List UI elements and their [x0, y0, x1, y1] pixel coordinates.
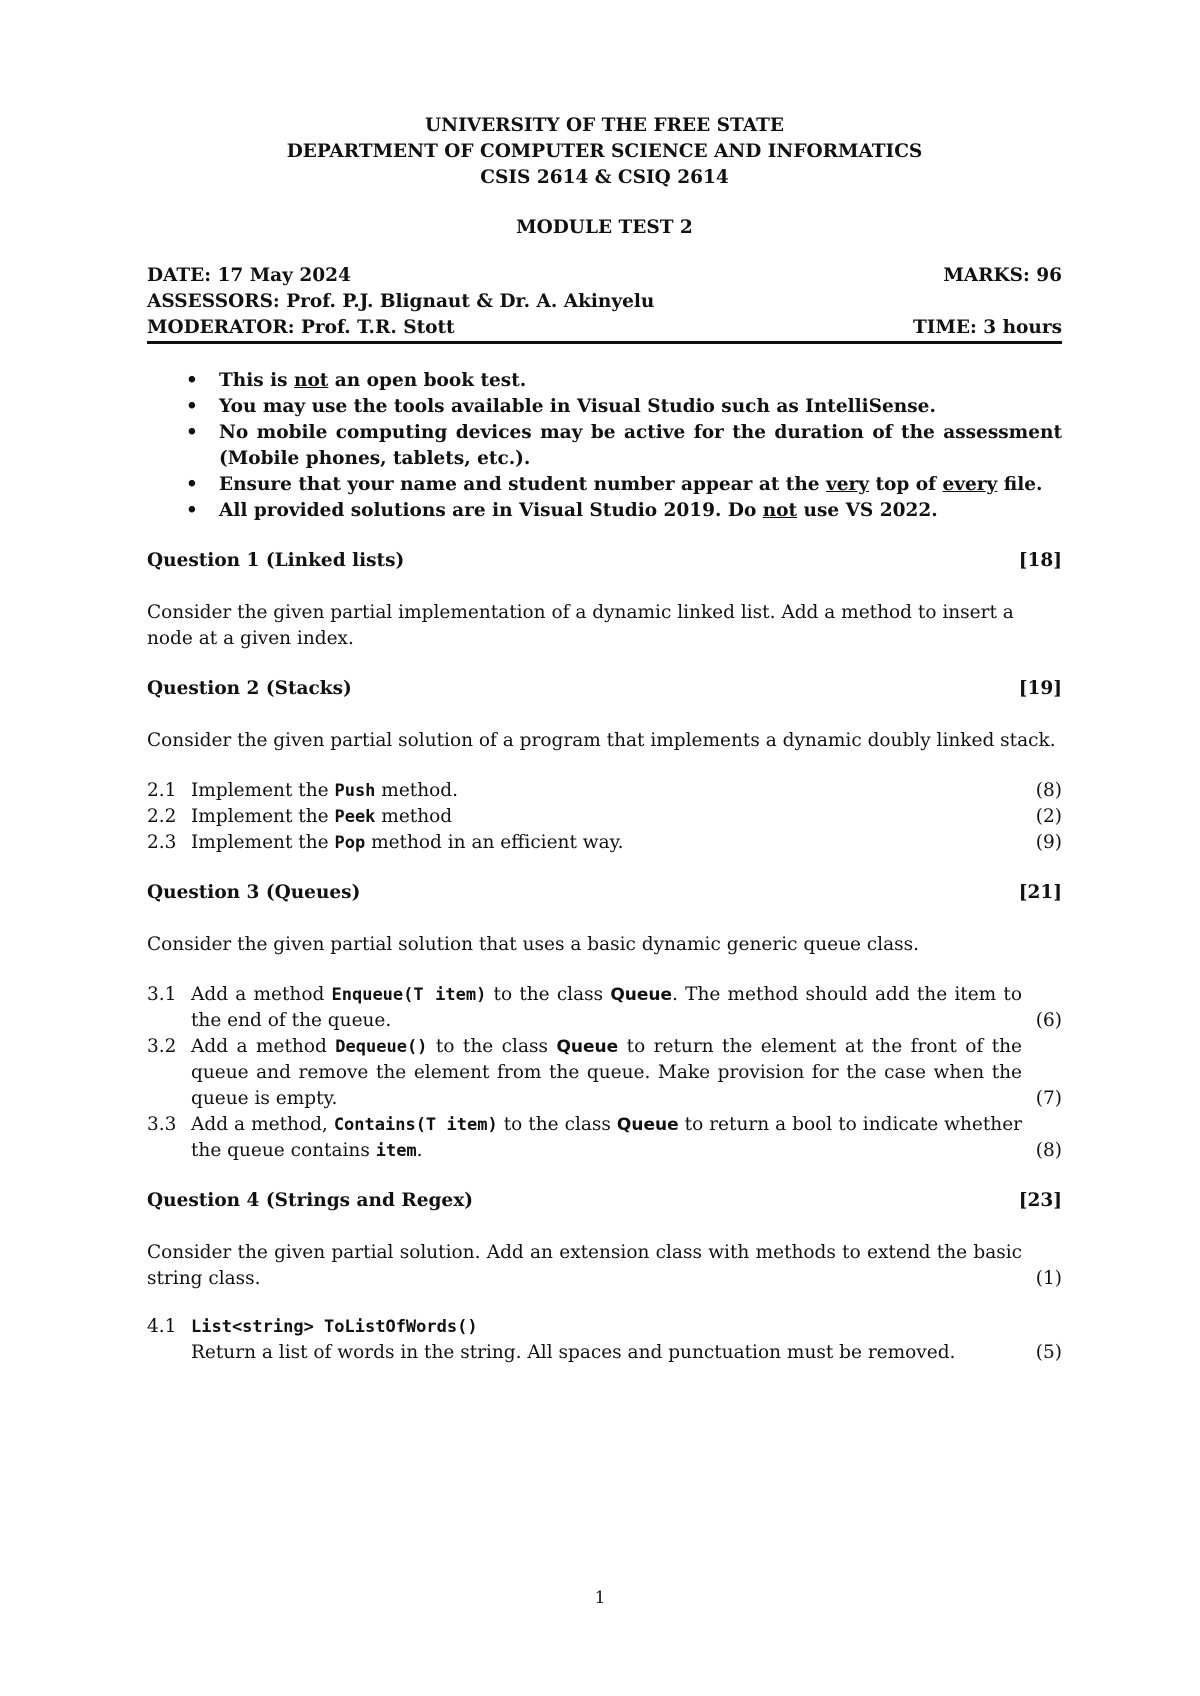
question-3-title: Question 3 (Queues) — [147, 882, 361, 903]
department-name: DEPARTMENT OF COMPUTER SCIENCE AND INFORMATICS — [286, 141, 923, 162]
question-4-heading — [147, 1188, 1062, 1214]
question-4-subquestions — [147, 1314, 1062, 1366]
subquestion: 4.1 List<string> ToListOfWords() — [147, 1316, 478, 1337]
question-3-text: Consider the given partial solution that uses a basic dynamic generic queue class. — [147, 934, 919, 955]
question-4-text-marks: (1) — [1035, 1268, 1062, 1289]
subquestion: 3.3 Add a method, Contains(T item) to the class Queue to return a bool to indicate whether the queue contains item. (8) — [147, 1112, 1062, 1164]
rule-item: • Ensure that your name and student number appear at the very top of every file. — [147, 472, 1062, 498]
question-2-title: Question 2 (Stacks) — [147, 678, 352, 699]
question-1-text: Consider the given partial implementation of a dynamic linked list. Add a method to insert a node at a given index. — [147, 602, 1014, 649]
assessors: ASSESSORS: Prof. P.J. Blignaut & Dr. A. Akinyelu — [147, 291, 655, 312]
subquestion: 3.2 Add a method Dequeue() to the class Queue to return the element at the front of the queue and remove the element from the queue. Make provision for the case when the queue is empty. (7) — [147, 1034, 1062, 1112]
test-info — [147, 263, 1062, 344]
rule-item: • This is not an open book test. — [147, 368, 1062, 394]
question-1-heading — [147, 548, 1062, 574]
test-rules — [147, 368, 1062, 524]
subquestion-marks: (8) — [1035, 780, 1062, 801]
test-time: TIME: 3 hours — [913, 317, 1062, 338]
rule-item: • You may use the tools available in Visual Studio such as IntelliSense. — [147, 394, 1062, 420]
moderator: MODERATOR: Prof. T.R. Stott — [147, 317, 455, 338]
question-3-subquestions — [147, 982, 1062, 1164]
test-title: MODULE TEST 2 — [516, 217, 693, 238]
subquestion: 2.3 Implement the Pop method in an efficient way. (9) — [147, 830, 1062, 856]
subquestion-description: Return a list of words in the string. All spaces and punctuation must be removed. (5) — [147, 1340, 1062, 1366]
bullet-icon: • — [186, 370, 198, 391]
total-marks: MARKS: 96 — [943, 265, 1062, 286]
question-2-text: Consider the given partial solution of a program that implements a dynamic doubly linked stack. — [147, 730, 1056, 751]
subquestion: 2.2 Implement the Peek method (2) — [147, 804, 1062, 830]
question-1-title: Question 1 (Linked lists) — [147, 550, 405, 571]
question-4-text-row — [147, 1240, 1062, 1292]
question-2-heading — [147, 676, 1062, 702]
module-codes: CSIS 2614 & CSIQ 2614 — [480, 167, 729, 188]
question-2-marks: [19] — [1018, 678, 1062, 699]
subquestion-marks: (2) — [1035, 806, 1062, 827]
subquestion: 3.1 Add a method Enqueue(T item) to the class Queue. The method should add the item to the end of the queue. (6) — [147, 982, 1062, 1034]
question-2-subquestions — [147, 778, 1062, 856]
question-4-marks: [23] — [1018, 1190, 1062, 1211]
question-4-title: Question 4 (Strings and Regex) — [147, 1190, 473, 1211]
rule-item: • All provided solutions are in Visual Studio 2019. Do not use VS 2022. — [147, 498, 1062, 524]
date-marks-row — [147, 263, 1062, 289]
moderator-time-row — [147, 315, 1062, 344]
subquestion-marks: (9) — [1035, 832, 1062, 853]
question-4-text: Consider the given partial solution. Add an extension class with methods to extend the basic string class. — [147, 1242, 1022, 1289]
rule-item: • No mobile computing devices may be active for the duration of the assessment (Mobile phones, tablets, etc.). — [186, 422, 1062, 469]
bullet-icon: • — [186, 422, 198, 443]
subquestion-marks: (7) — [1035, 1088, 1062, 1109]
bullet-icon: • — [186, 396, 198, 417]
question-3-marks: [21] — [1018, 882, 1062, 903]
test-date: DATE: 17 May 2024 — [147, 265, 351, 286]
bullet-icon: • — [186, 500, 198, 521]
question-3-heading — [147, 880, 1062, 906]
subquestion-marks: (8) — [1035, 1140, 1062, 1161]
question-1-marks: [18] — [1018, 550, 1062, 571]
page-number: 1 — [594, 1588, 606, 1608]
subquestion-marks: (5) — [1035, 1342, 1062, 1363]
university-name: UNIVERSITY OF THE FREE STATE — [425, 115, 784, 136]
subquestion-marks: (6) — [1035, 1010, 1062, 1031]
subquestion: 2.1 Implement the Push method. (8) — [147, 778, 1062, 804]
page-content — [147, 113, 1062, 1366]
bullet-icon: • — [186, 474, 198, 495]
